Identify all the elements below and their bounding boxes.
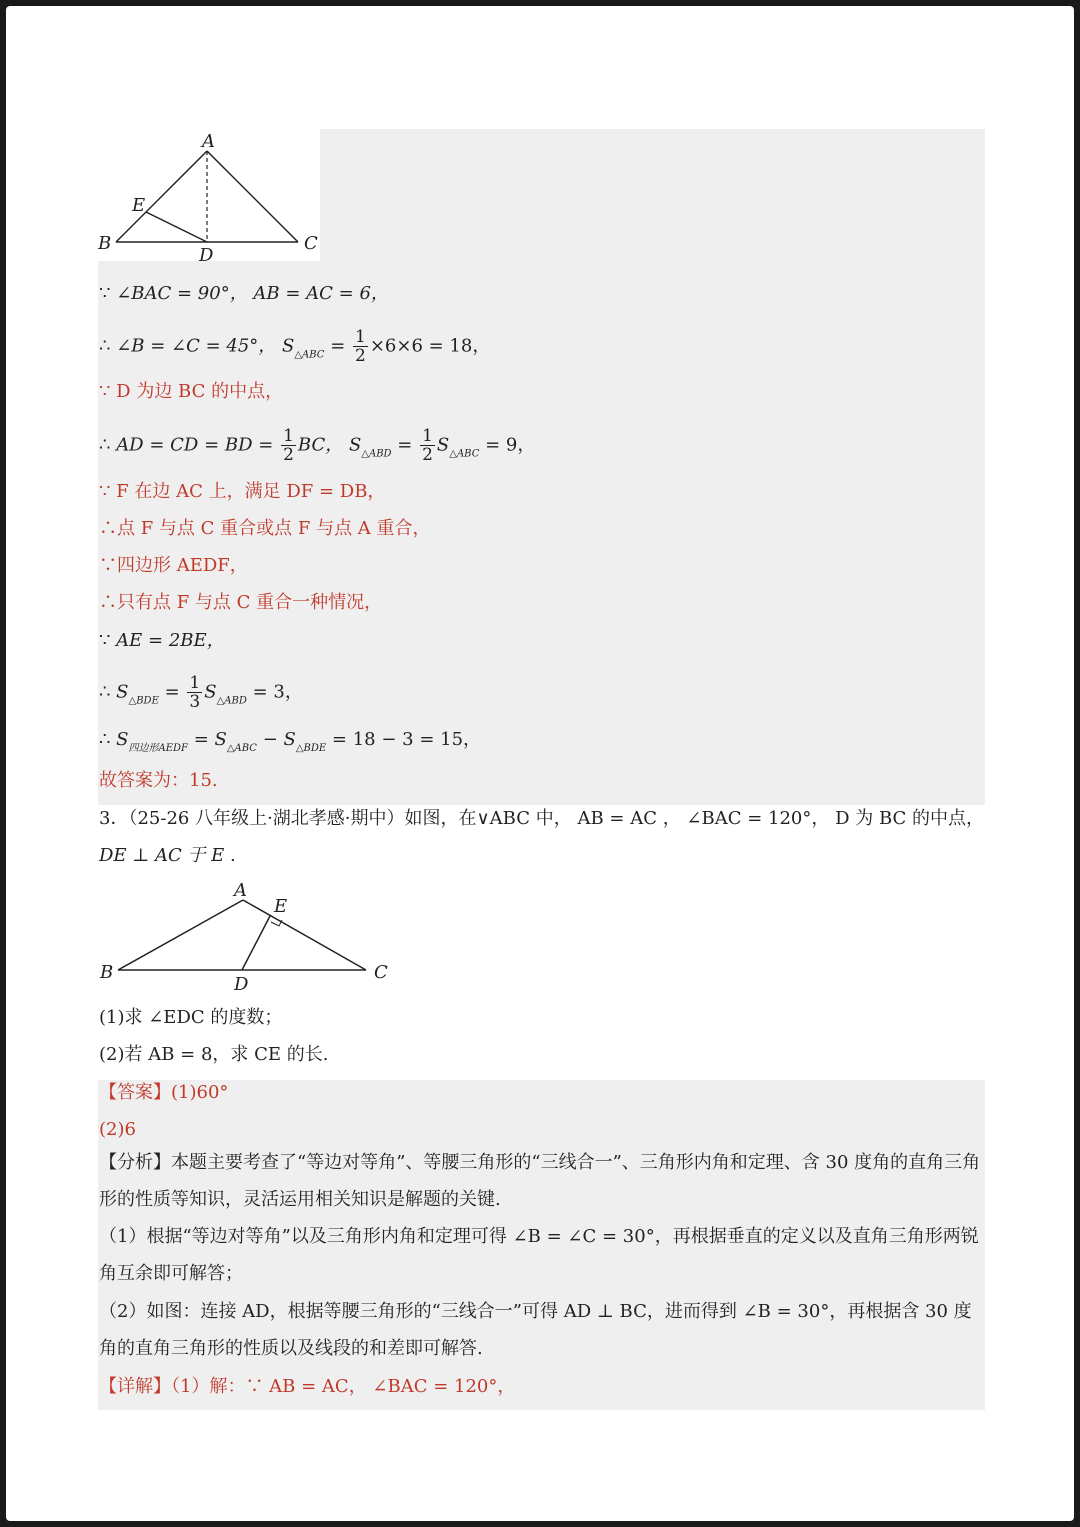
question-2: (2)若 AB = 8，求 CE 的长.	[99, 1044, 329, 1065]
fig2-label-A: A	[234, 880, 247, 901]
solution-line-10: ∴ $S_{\triangle BDE}$ = $\frac{1}{3}$ $S_{\triangle ABD} = 3$，	[99, 673, 303, 712]
solution-line-2: ∴ ∠B = ∠C = 45°， $S_{\triangle ABC}$ = $\frac{1}{2}$ ×6×6 = 18，	[99, 327, 491, 366]
question-1: (1)求 ∠EDC 的度数；	[99, 1007, 283, 1028]
fig2-label-D: D	[234, 974, 249, 993]
answer-1: 【答案】(1)60°	[99, 1082, 229, 1103]
final-answer-15: 故答案为：15.	[99, 770, 218, 791]
answer-2: (2)6	[99, 1119, 136, 1140]
solution-line-7: ∵四边形 AEDF，	[99, 555, 248, 576]
solution-line-6: ∴点 F 与点 C 重合或点 F 与点 A 重合，	[99, 518, 431, 539]
fig1-label-D: D	[199, 245, 214, 266]
problem3-statement-line1: 3．（25-26 八年级上·湖北孝感·期中）如图，在∨ABC 中， AB = AC ， ∠BAC = 120°， D 为 BC 的中点，	[99, 808, 985, 829]
solution-line-9: ∵ AE = 2BE，	[99, 630, 225, 651]
document-page	[6, 6, 1074, 1521]
fig1-label-C: C	[304, 233, 318, 254]
detail-start: 【详解】（1）解：∵ AB = AC， ∠BAC = 120°，	[99, 1376, 516, 1397]
solution-line-8: ∴只有点 F 与点 C 重合一种情况，	[99, 592, 383, 613]
fig2-label-B: B	[100, 962, 114, 983]
analysis-part-1: （1）根据“等边对等角”以及三角形内角和定理可得 ∠B = ∠C = 30°，再根据垂直的定义以及直角三角形两锐角互余即可解答；	[99, 1226, 979, 1284]
solution-line-11: ∴ $S_{四边形AEDF} = S_{\triangle ABC} - S_{\triangle BDE} = 18 - 3 = 15$，	[99, 729, 482, 754]
analysis-paragraph: 【分析】本题主要考查了“等边对等角”、等腰三角形的“三线合一”、三角形内角和定理、含 30 度角的直角三角形的性质等知识，灵活运用相关知识是解题的关键.	[99, 1152, 981, 1210]
solution-line-4: ∴ AD = CD = BD = $\frac{1}{2}$ BC， $S_{\triangle ABD}$ = $\frac{1}{2}$ $S_{\triangle ABC} = 9$，	[99, 426, 536, 465]
analysis-part-2: （2）如图：连接 AD，根据等腰三角形的“三线合一”可得 AD ⊥ BC，进而得到 ∠B = 30°，再根据含 30 度角的直角三角形的性质以及线段的和差即可解答.	[99, 1301, 972, 1359]
solution-line-3: ∵ D 为边 BC 的中点，	[99, 381, 284, 402]
fig2-label-E: E	[274, 896, 288, 917]
fig1-label-B: B	[98, 233, 112, 254]
fig1-label-E: E	[132, 195, 146, 216]
solution-line-1: ∵ ∠BAC = 90°， AB = AC = 6，	[99, 283, 389, 304]
fig2-label-C: C	[374, 962, 388, 983]
figure-1-triangle	[98, 129, 323, 269]
problem3-statement-line2: DE ⊥ AC 于 E .	[99, 845, 236, 866]
solution-line-5: ∵ F 在边 AC 上，满足 DF = DB，	[99, 481, 386, 502]
fig1-label-A: A	[202, 131, 215, 152]
figure-2-triangle	[98, 878, 398, 993]
